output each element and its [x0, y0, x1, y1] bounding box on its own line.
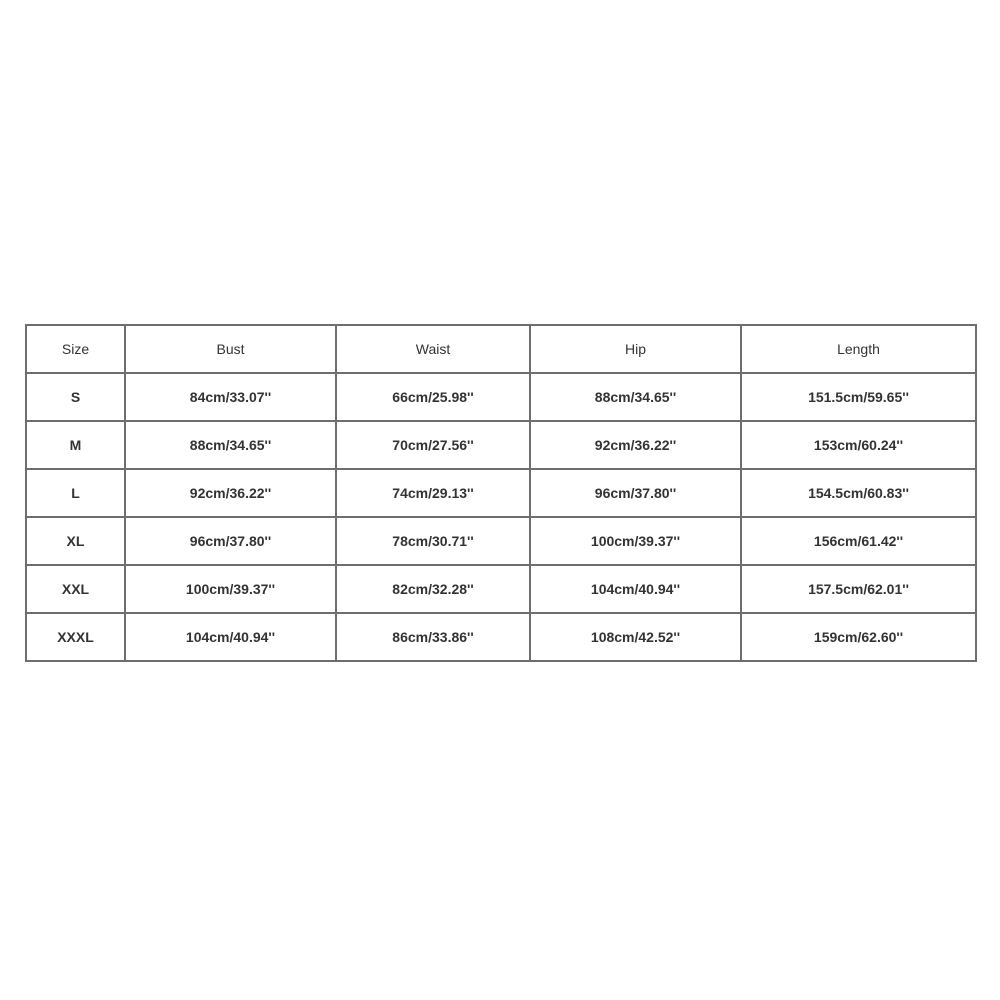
table-row	[27, 614, 977, 662]
table-row	[27, 518, 977, 566]
cell-length: 157.5cm/62.01''	[742, 566, 977, 614]
header-length: Length	[742, 326, 977, 374]
cell-length: 151.5cm/59.65''	[742, 374, 977, 422]
cell-bust: 104cm/40.94''	[126, 614, 337, 662]
cell-hip: 92cm/36.22''	[531, 422, 742, 470]
header-waist: Waist	[337, 326, 531, 374]
cell-waist: 70cm/27.56''	[337, 422, 531, 470]
cell-waist: 78cm/30.71''	[337, 518, 531, 566]
header-size: Size	[27, 326, 126, 374]
cell-size: M	[27, 422, 126, 470]
cell-size: XL	[27, 518, 126, 566]
cell-length: 159cm/62.60''	[742, 614, 977, 662]
cell-hip: 88cm/34.65''	[531, 374, 742, 422]
cell-size: L	[27, 470, 126, 518]
cell-hip: 100cm/39.37''	[531, 518, 742, 566]
cell-hip: 108cm/42.52''	[531, 614, 742, 662]
cell-bust: 92cm/36.22''	[126, 470, 337, 518]
table-row	[27, 374, 977, 422]
table-row	[27, 422, 977, 470]
table-header-row	[27, 326, 977, 374]
cell-waist: 74cm/29.13''	[337, 470, 531, 518]
header-hip: Hip	[531, 326, 742, 374]
cell-length: 153cm/60.24''	[742, 422, 977, 470]
cell-bust: 84cm/33.07''	[126, 374, 337, 422]
cell-size: XXXL	[27, 614, 126, 662]
cell-size: S	[27, 374, 126, 422]
size-chart-table	[25, 324, 977, 662]
cell-waist: 82cm/32.28''	[337, 566, 531, 614]
cell-waist: 66cm/25.98''	[337, 374, 531, 422]
cell-hip: 96cm/37.80''	[531, 470, 742, 518]
table-row	[27, 470, 977, 518]
cell-bust: 100cm/39.37''	[126, 566, 337, 614]
cell-hip: 104cm/40.94''	[531, 566, 742, 614]
cell-bust: 96cm/37.80''	[126, 518, 337, 566]
cell-length: 154.5cm/60.83''	[742, 470, 977, 518]
cell-size: XXL	[27, 566, 126, 614]
table-row	[27, 566, 977, 614]
cell-bust: 88cm/34.65''	[126, 422, 337, 470]
cell-waist: 86cm/33.86''	[337, 614, 531, 662]
header-bust: Bust	[126, 326, 337, 374]
cell-length: 156cm/61.42''	[742, 518, 977, 566]
